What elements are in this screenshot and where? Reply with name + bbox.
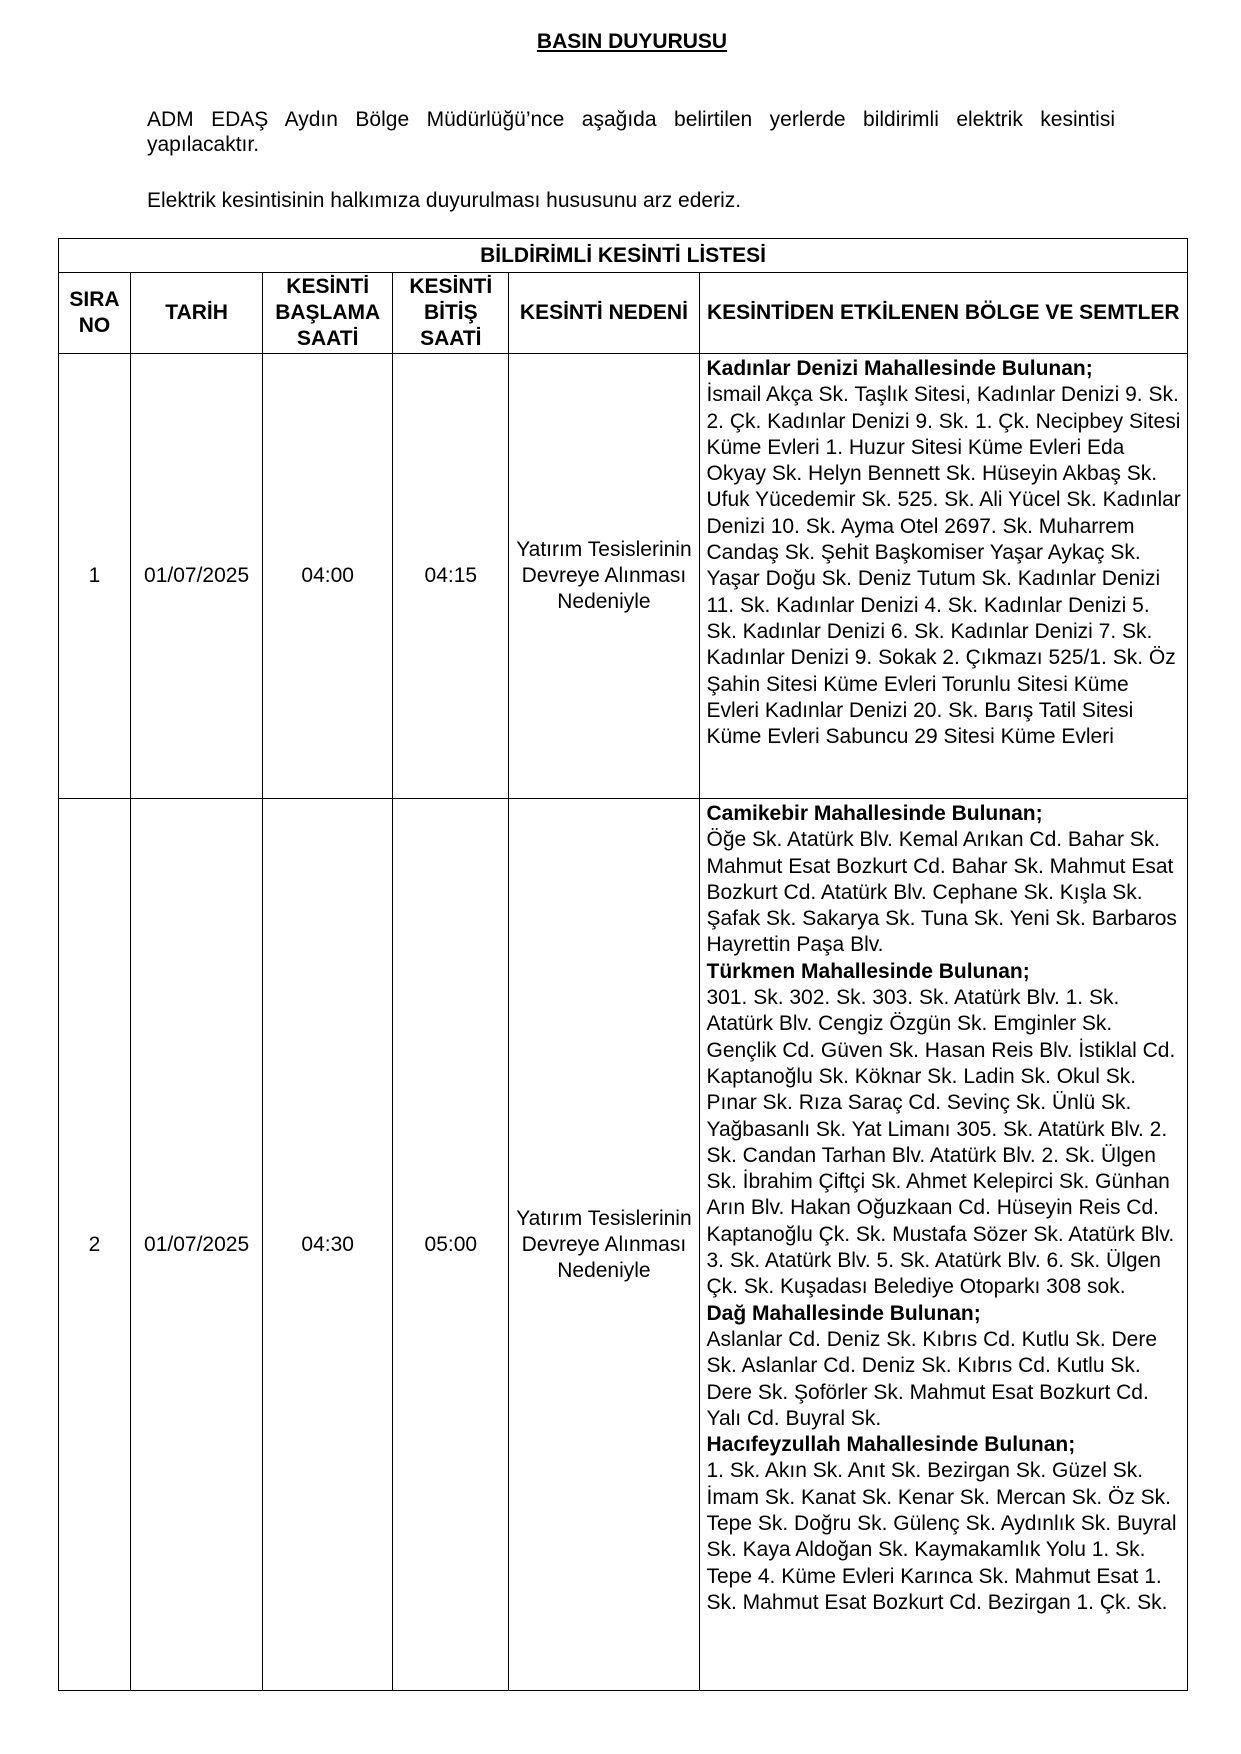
table-header-row	[59, 273, 1188, 354]
closing-paragraph: Elektrik kesintisinin halkımıza duyurulması hususunu arz ederiz.	[147, 189, 742, 212]
table-row	[59, 799, 1188, 1691]
header-baslama-saati: KESİNTİ BAŞLAMA SAATİ	[263, 273, 393, 354]
header-kesinti-nedeni: KESİNTİ NEDENİ	[509, 273, 699, 354]
mahalle-heading: Türkmen Mahallesinde Bulunan;	[706, 959, 1030, 983]
table-caption: BİLDİRİMLİ KESİNTİ LİSTESİ	[59, 239, 1188, 273]
cell-tarih: 01/07/2025	[131, 354, 263, 799]
header-sira-no: SIRA NO	[59, 273, 131, 354]
street-list: Öğe Sk. Atatürk Blv. Kemal Arıkan Cd. Bahar Sk. Mahmut Esat Bozkurt Cd. Bahar Sk. Mahmut Esat Bozkurt Cd. Atatürk Blv. Cephane Sk. Kışla Sk. Şafak Sk. Sakarya Sk. Tuna Sk. Yeni Sk. Barbaros Hayrettin Paşa Blv.	[706, 828, 1177, 957]
cell-bitis: 05:00	[393, 799, 509, 1691]
table-row	[59, 354, 1188, 799]
document-title: BASIN DUYURUSU	[536, 30, 728, 53]
street-list: İsmail Akça Sk. Taşlık Sitesi, Kadınlar Denizi 9. Sk. 2. Çk. Kadınlar Denizi 9. Sk. 1. Çk. Necipbey Sitesi Küme Evleri 1. Huzur Sitesi Küme Evleri Eda Okyay Sk. Helyn Bennett Sk. Hüseyin Akbaş Sk. Ufuk Yücedemir Sk. 525. Sk. Ali Yücel Sk. Kadınlar Denizi 10. Sk. Ayma Otel 2697. Sk. Muharrem Candaş Sk. Şehit Başkomiser Yaşar Aykaç Sk. Yaşar Doğu Sk. Deniz Tutum Sk. Kadınlar Denizi 11. Sk. Kadınlar Denizi 4. Sk. Kadınlar Denizi 5. Sk. Kadınlar Denizi 6. Sk. Kadınlar Denizi 7. Sk. Kadınlar Denizi 9. Sokak 2. Çıkmazı 525/1. Sk. Öz Şahin Sitesi Küme Evleri Torunlu Sitesi Küme Evleri Kadınlar Denizi 20. Sk. Barış Tatil Sitesi Küme Evleri Sabuncu 29 Sitesi Küme Evleri	[706, 383, 1181, 749]
cell-sira: 1	[59, 354, 131, 799]
mahalle-heading: Hacıfeyzullah Mahallesinde Bulunan;	[706, 1433, 1076, 1457]
cell-neden: Yatırım Tesislerinin Devreye Alınması Nedeniyle	[509, 799, 699, 1691]
mahalle-heading: Camikebir Mahallesinde Bulunan;	[706, 802, 1043, 825]
header-bitis-saati: KESİNTİ BİTİŞ SAATİ	[393, 273, 509, 354]
header-bolge-semtler: KESİNTİDEN ETKİLENEN BÖLGE VE SEMTLER	[699, 273, 1188, 354]
street-list: 1. Sk. Akın Sk. Anıt Sk. Bezirgan Sk. Güzel Sk. İmam Sk. Kanat Sk. Kenar Sk. Mercan Sk. Öz Sk. Tepe Sk. Doğru Sk. Gülenç Sk. Aydınlık Sk. Buyral Sk. Kaya Aldoğan Sk. Kaymakamlık Yolu 1. Sk. Tepe 4. Küme Evleri Karınca Sk. Mahmut Esat 1. Sk. Mahmut Esat Bozkurt Cd. Bezirgan 1. Çk. Sk.	[706, 1459, 1177, 1614]
cell-bolge	[699, 354, 1188, 799]
cell-baslama: 04:00	[263, 354, 393, 799]
table-caption-row	[59, 239, 1188, 273]
cell-bitis: 04:15	[393, 354, 509, 799]
outage-table	[58, 238, 1188, 1691]
cell-tarih: 01/07/2025	[131, 799, 263, 1691]
header-tarih: TARİH	[131, 273, 263, 354]
cell-sira: 2	[59, 799, 131, 1691]
mahalle-heading: Dağ Mahallesinde Bulunan;	[706, 1301, 981, 1325]
street-list: Aslanlar Cd. Deniz Sk. Kıbrıs Cd. Kutlu Sk. Dere Sk. Aslanlar Cd. Deniz Sk. Kıbrıs Cd. Kutlu Sk. Dere Sk. Şoförler Sk. Mahmut Esat Bozkurt Cd. Yalı Cd. Buyral Sk.	[706, 1327, 1158, 1430]
cell-baslama: 04:30	[263, 799, 393, 1691]
cell-bolge	[699, 799, 1188, 1691]
mahalle-heading: Kadınlar Denizi Mahallesinde Bulunan;	[706, 357, 1093, 380]
cell-neden: Yatırım Tesislerinin Devreye Alınması Nedeniyle	[509, 354, 699, 799]
intro-paragraph: ADM EDAŞ Aydın Bölge Müdürlüğü’nce aşağıda belirtilen yerlerde bildirimli elektrik kesintisi yapılacaktır.	[147, 108, 1115, 156]
street-list: 301. Sk. 302. Sk. 303. Sk. Atatürk Blv. 1. Sk. Atatürk Blv. Cengiz Özgün Sk. Emginler Sk. Gençlik Cd. Güven Sk. Hasan Reis Blv. İstiklal Cd. Kaptanoğlu Sk. Köknar Sk. Ladin Sk. Okul Sk. Pınar Sk. Rıza Saraç Cd. Sevinç Sk. Ünlü Sk. Yağbasanlı Sk. Yat Limanı 305. Sk. Atatürk Blv. 2. Sk. Candan Tarhan Blv. Atatürk Blv. 2. Sk. Ülgen Sk. İbrahim Çiftçi Sk. Ahmet Kelepirci Sk. Günhan Arın Blv. Hakan Oğuzkaan Cd. Hüseyin Reis Cd. Kaptanoğlu Çk. Sk. Mustafa Sözer Sk. Atatürk Blv. 3. Sk. Atatürk Blv. 5. Sk. Atatürk Blv. 6. Sk. Ülgen Çk. Sk. Kuşadası Belediye Otoparkı 308 sok.	[706, 986, 1176, 1299]
